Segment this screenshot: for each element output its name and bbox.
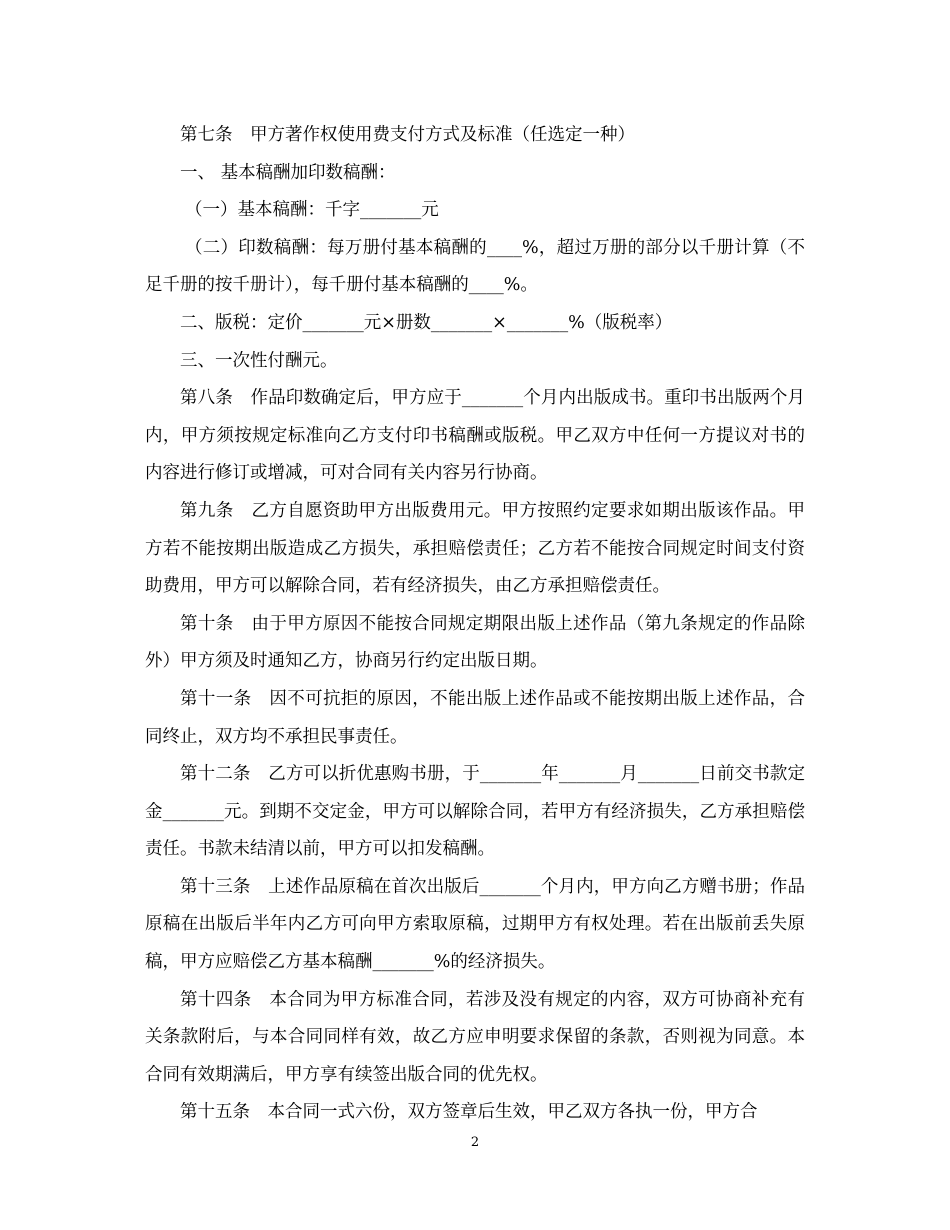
paragraph-royalty-tax: 二、版税：定价_______元×册数_______×_______%（版税率） (180, 312, 673, 333)
paragraph-article-9: 第九条 乙方自愿资助甲方出版费用元。甲方按照约定要求如期出版该作品。甲方若不能按期出版造成乙方损失，承担赔偿责任；乙方若不能按合同规定时间支付资助费用，甲方可以解除合同，若有经济损失，由乙方承担赔偿责任。 (145, 500, 805, 597)
page-number: 2 (470, 1135, 480, 1150)
paragraph-basic-fee: （一）基本稿酬：千字_______元 (185, 200, 439, 221)
paragraph-article-11: 第十一条 因不可抗拒的原因，不能出版上述作品或不能按期出版上述作品，合同终止，双方均不承担民事责任。 (145, 688, 805, 747)
paragraph-basic-royalty: 一、 基本稿酬加印数稿酬： (180, 162, 396, 183)
paragraph-print-fee: （二）印数稿酬：每万册付基本稿酬的____%，超过万册的部分以千册计算（不足千册的按千册计），每千册付基本稿酬的____%。 (145, 237, 805, 296)
paragraph-article-12: 第十二条 乙方可以折优惠购书册，于_______年_______月_______日前交书款定金_______元。到期不交定金，甲方可以解除合同，若甲方有经济损失，乙方承担赔偿责任。书款未结清以前，甲方可以扣发稿酬。 (145, 764, 805, 860)
paragraph-lump-sum: 三、一次性付酬元。 (180, 350, 338, 371)
paragraph-article-8: 第八条 作品印数确定后，甲方应于_______个月内出版成书。重印书出版两个月内，甲方须按规定标准向乙方支付印书稿酬或版税。甲乙双方中任何一方提议对书的内容进行修订或增减，可对合同有关内容另行协商。 (145, 388, 805, 484)
paragraph-article-15: 第十五条 本合同一式六份，双方签章后生效，甲乙双方各执一份，甲方合 (180, 1102, 758, 1123)
paragraph-article-14: 第十四条 本合同为甲方标准合同，若涉及没有规定的内容，双方可协商补充有关条款附后，与本合同同样有效，故乙方应申明要求保留的条款，否则视为同意。本合同有效期满后，甲方享有续签出版合同的优先权。 (145, 989, 805, 1085)
document-body (145, 117, 805, 1132)
paragraph-article-7: 第七条 甲方著作权使用费支付方式及标准（任选定一种） (180, 125, 635, 145)
paragraph-article-10: 第十条 由于甲方原因不能按合同规定期限出版上述作品（第九条规定的作品除外）甲方须及时通知乙方，协商另行约定出版日期。 (145, 613, 805, 672)
paragraph-article-13: 第十三条 上述作品原稿在首次出版后_______个月内，甲方向乙方赠书册；作品原稿在出版后半年内乙方可向甲方索取原稿，过期甲方有权处理。若在出版前丢失原稿，甲方应赔偿乙方基本稿酬_______%的经济损失。 (145, 876, 805, 973)
